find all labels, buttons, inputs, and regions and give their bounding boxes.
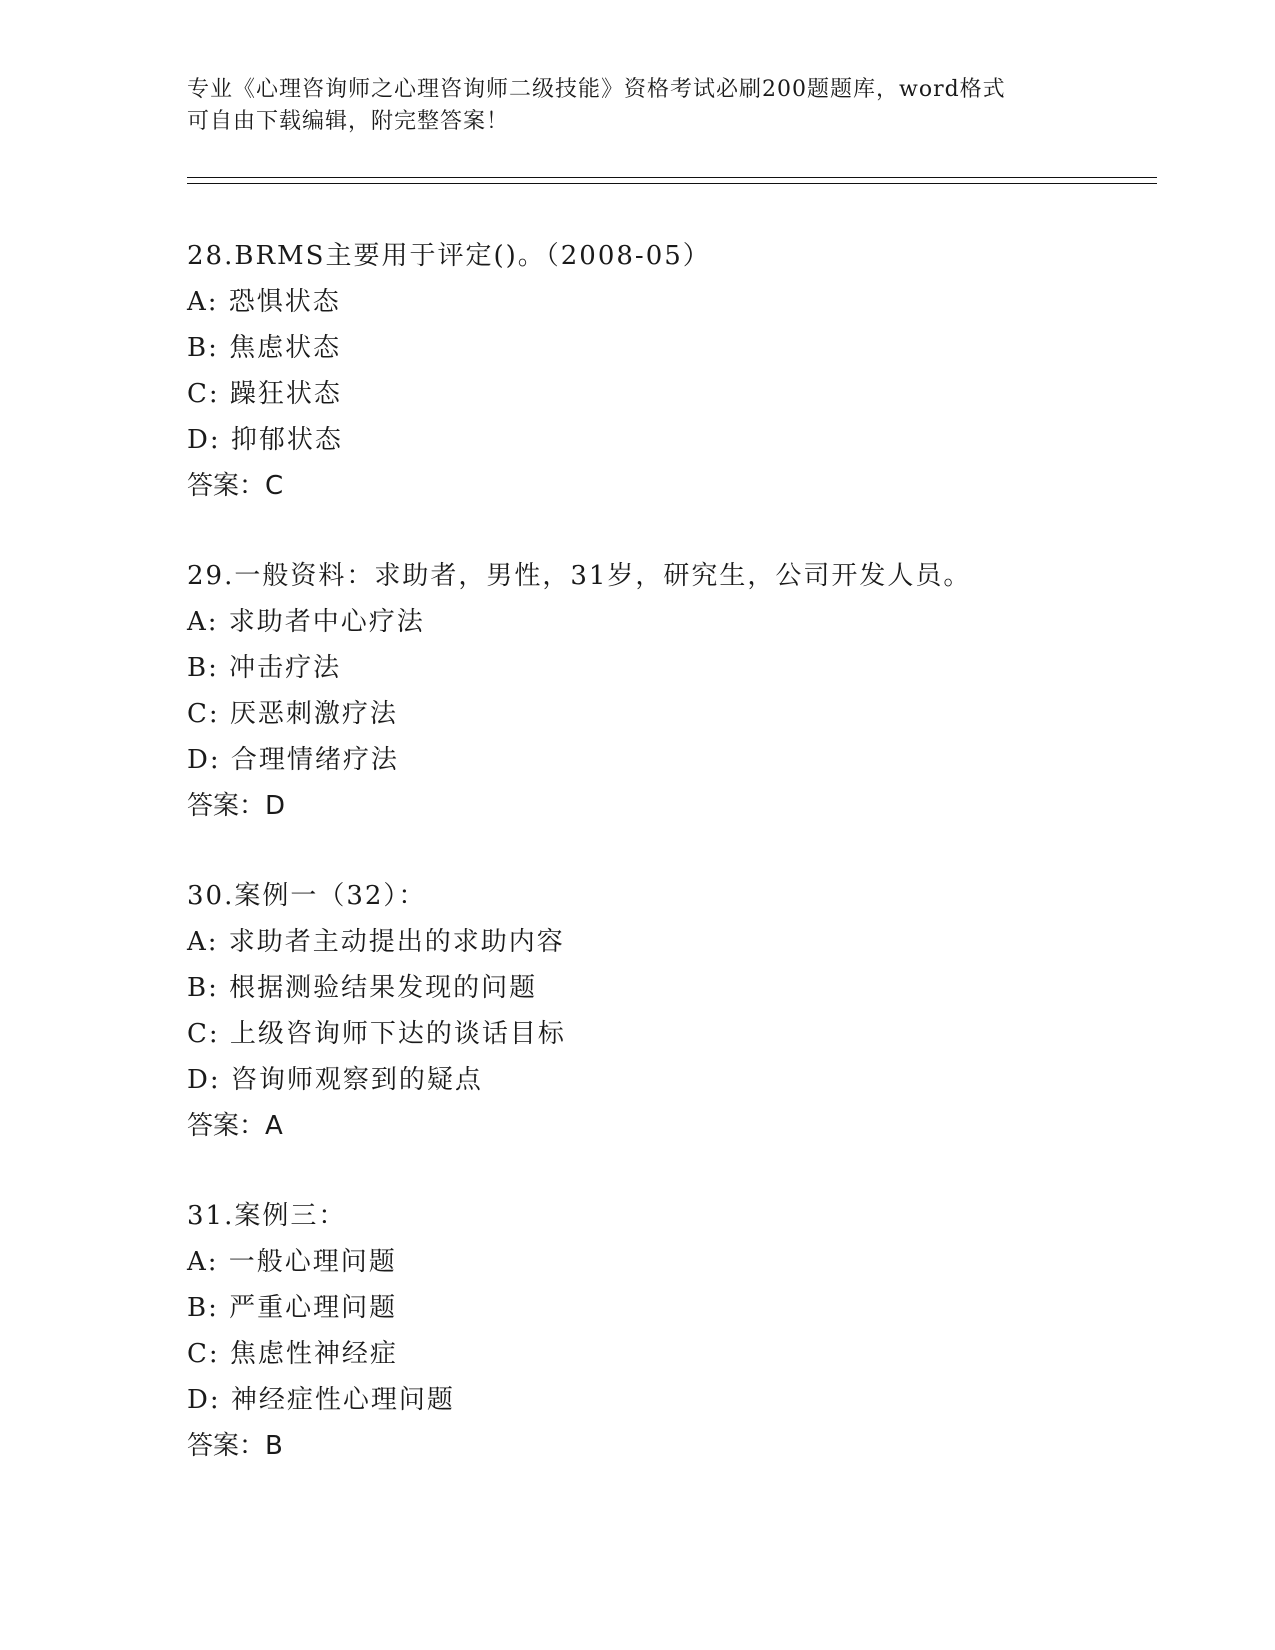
- header-line-1: 专业《心理咨询师之心理咨询师二级技能》资格考试必刷200题题库，word格式: [187, 77, 1006, 102]
- answer: 答案：D: [187, 791, 286, 821]
- question-stem: 30.案例一（32）：: [187, 881, 427, 911]
- header-divider-top: [187, 177, 1157, 178]
- option-b: B: 焦虑状态: [187, 333, 342, 363]
- document-header: [187, 74, 1087, 138]
- option-d: D: 咨询师观察到的疑点: [187, 1065, 483, 1095]
- option-a: A: 求助者中心疗法: [187, 607, 425, 637]
- question-29: [187, 557, 1167, 877]
- header-line-2: 可自由下载编辑，附完整答案！: [187, 109, 510, 134]
- option-d: D: 合理情绪疗法: [187, 745, 399, 775]
- question-stem: 31.案例三：: [187, 1201, 347, 1231]
- question-31: [187, 1197, 1167, 1517]
- question-list: [187, 237, 1167, 1517]
- option-a: A: 求助者主动提出的求助内容: [187, 927, 565, 957]
- option-c: C: 上级咨询师下达的谈话目标: [187, 1019, 566, 1049]
- option-a: A: 一般心理问题: [187, 1247, 397, 1277]
- question-stem: 29.一般资料：求助者，男性，31岁，研究生，公司开发人员。: [187, 561, 972, 591]
- answer: 答案：A: [187, 1111, 283, 1141]
- option-a: A: 恐惧状态: [187, 287, 341, 317]
- answer: 答案：B: [187, 1431, 283, 1461]
- question-28: [187, 237, 1167, 557]
- option-d: D: 抑郁状态: [187, 425, 343, 455]
- option-b: B: 严重心理问题: [187, 1293, 398, 1323]
- option-b: B: 根据测验结果发现的问题: [187, 973, 538, 1003]
- option-c: C: 焦虑性神经症: [187, 1339, 398, 1369]
- answer: 答案：C: [187, 471, 284, 501]
- header-divider-bottom: [187, 183, 1157, 184]
- option-c: C: 厌恶刺激疗法: [187, 699, 398, 729]
- option-b: B: 冲击疗法: [187, 653, 342, 683]
- option-d: D: 神经症性心理问题: [187, 1385, 455, 1415]
- option-c: C: 躁狂状态: [187, 379, 342, 409]
- question-stem: 28.BRMS主要用于评定()。（2008-05）: [187, 241, 711, 271]
- question-30: [187, 877, 1167, 1197]
